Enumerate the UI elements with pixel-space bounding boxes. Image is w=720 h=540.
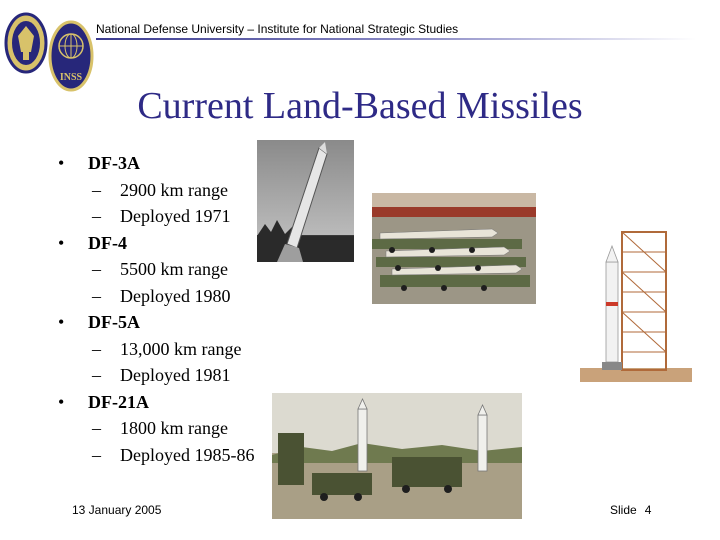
bullet-icon: • <box>58 232 65 253</box>
df21a-launchers-photo <box>272 393 522 519</box>
missile-detail: 2900 km range <box>120 179 228 200</box>
slide-label: Slide <box>610 503 637 517</box>
missile-detail: Deployed 1980 <box>120 285 231 306</box>
footer-date: 13 January 2005 <box>72 503 162 517</box>
bullet-icon: • <box>58 312 65 332</box>
dash-icon: – <box>92 365 101 385</box>
missile-detail: Deployed 1981 <box>120 365 231 385</box>
bullet-icon: • <box>58 391 65 412</box>
header-institution: National Defense University – Institute for National Strategic Studies <box>96 22 459 36</box>
dash-icon: – <box>92 338 101 359</box>
header-rule <box>96 38 696 40</box>
missile-detail: 13,000 km range <box>120 338 242 359</box>
dash-icon: – <box>92 444 101 465</box>
slide-number: 4 <box>644 503 652 517</box>
missile-detail: Deployed 1985-86 <box>120 444 255 465</box>
dash-icon: – <box>92 418 101 438</box>
footer-slide-number <box>610 503 651 517</box>
bullet-item <box>58 309 318 389</box>
df5a-launch-tower-photo <box>580 222 692 382</box>
ndu-logo <box>4 12 48 74</box>
dash-icon: – <box>92 285 101 306</box>
inss-logo <box>48 20 94 92</box>
missile-name: DF-3A <box>88 153 140 173</box>
missile-name: DF-5A <box>88 312 140 332</box>
inss-logo-text: INSS <box>59 72 83 83</box>
slide-title: Current Land-Based Missiles <box>137 85 583 127</box>
missile-detail: 5500 km range <box>120 259 228 279</box>
missile-detail: Deployed 1971 <box>120 206 231 226</box>
dash-icon: – <box>92 206 101 226</box>
missile-name: DF-4 <box>88 232 127 253</box>
bullet-icon: • <box>58 153 65 173</box>
df4-parade-photo <box>372 193 536 304</box>
missile-detail: 1800 km range <box>120 418 228 438</box>
dash-icon: – <box>92 179 101 200</box>
df3a-launch-photo <box>257 140 354 262</box>
missile-name: DF-21A <box>88 391 149 412</box>
dash-icon: – <box>92 259 101 279</box>
